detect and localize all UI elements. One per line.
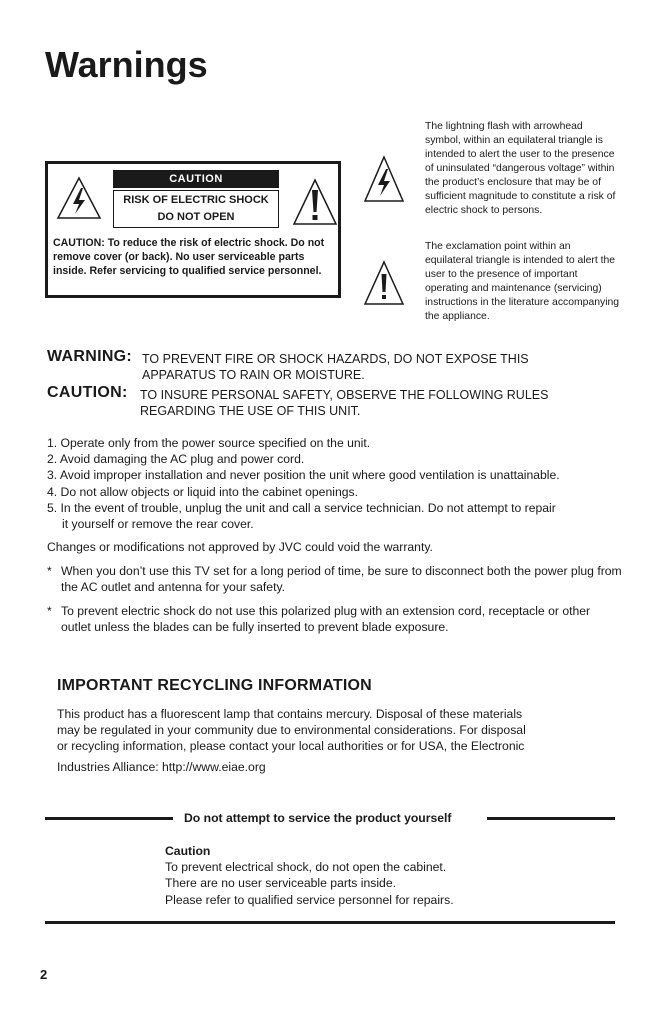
list-item: 1. Operate only from the power source specified on the unit. (47, 436, 371, 450)
caution-label-text: CAUTION: To reduce the risk of electric shock. Do not remove cover (or back). No user serviceable parts inside. Refer servicing to qualified service personnel. (53, 237, 325, 277)
recycling-heading: IMPORTANT RECYCLING INFORMATION (57, 677, 372, 694)
asterisk-marker: * (47, 564, 52, 578)
list-item: 2. Avoid damaging the AC plug and power cord. (47, 452, 305, 467)
asterisk-marker: * (47, 604, 52, 618)
list-item: 5. In the event of trouble, unplug the unit and call a service technician. Do not attempt to repair (47, 500, 556, 515)
warning-label: WARNING: (47, 348, 133, 365)
exclamation-triangle-icon (363, 260, 405, 306)
note-item (47, 603, 622, 635)
caution-banner: CAUTION (113, 170, 279, 188)
risk-line-1: RISK OF ELECTRIC SHOCK (123, 194, 269, 206)
recycling-line: may be regulated in your community due to environmental considerations. For disposal (57, 723, 526, 738)
recycling-line: This product has a fluorescent lamp that contains mercury. Disposal of these materials (57, 707, 523, 721)
page-title: Warnings (45, 44, 208, 85)
risk-of-shock-box (113, 190, 279, 228)
divider (45, 921, 615, 924)
recycling-line: Industries Alliance: http://www.eiae.org (57, 759, 266, 774)
service-caution-block (165, 843, 454, 908)
recycling-line: or recycling information, please contact your local authorities or for USA, the Electronic (57, 739, 525, 754)
divider (487, 817, 615, 820)
changes-note: Changes or modifications not approved by JVC could void the warranty. (47, 540, 433, 554)
safety-rules-list (47, 435, 622, 532)
exclamation-triangle-icon (292, 178, 338, 226)
recycling-body (57, 706, 597, 775)
note-text: When you don’t use this TV set for a long period of time, be sure to disconnect both the power plug from the AC outlet and antenna for your safety. (61, 564, 622, 595)
risk-line-2: DO NOT OPEN (157, 211, 235, 223)
list-item: 4. Do not allow objects or liquid into the cabinet openings. (47, 484, 358, 499)
lightning-symbol-description: The lightning flash with arrowhead symbol, within an equilateral triangle is intended to alert the user to the presence of uninsulated “dangerous voltage” within the product’s enclosure that may be of sufficient magnitude to constitute a risk of electric shock to persons. (425, 121, 616, 216)
warning-text: TO PREVENT FIRE OR SHOCK HAZARDS, DO NOT EXPOSE THIS APPARATUS TO RAIN OR MOISTURE. (142, 352, 529, 382)
service-line: There are no user serviceable parts inside. (165, 876, 397, 891)
note-text: To prevent electric shock do not use this polarized plug with an extension cord, receptacle or other outlet unless the blades can be fully inserted to prevent blade exposure. (61, 604, 591, 635)
lightning-triangle-icon (56, 176, 102, 220)
rule-5-continuation: it yourself or remove the rear cover. (62, 517, 254, 532)
caution-text: TO INSURE PERSONAL SAFETY, OBSERVE THE FOLLOWING RULES REGARDING THE USE OF THIS UNIT. (140, 388, 549, 418)
divider (45, 817, 173, 820)
list-item: 3. Avoid improper installation and never position the unit where good ventilation is unattainable. (47, 468, 560, 483)
service-line: To prevent electrical shock, do not open the cabinet. (165, 860, 447, 875)
lightning-triangle-icon (363, 155, 405, 203)
list-item-continuation (47, 516, 622, 532)
service-line: Please refer to qualified service personnel for repairs. (165, 892, 454, 907)
exclamation-symbol-description: The exclamation point within an equilateral triangle is intended to alert the user to the presence of important operating and maintenance (servicing) instructions in the literature accompanying the appliance. (425, 241, 620, 322)
service-caution-title: Caution (165, 844, 211, 858)
service-heading: Do not attempt to service the product yourself (184, 811, 452, 825)
caution-label: CAUTION: (47, 384, 128, 401)
page-number: 2 (40, 967, 48, 982)
note-item (47, 563, 622, 595)
